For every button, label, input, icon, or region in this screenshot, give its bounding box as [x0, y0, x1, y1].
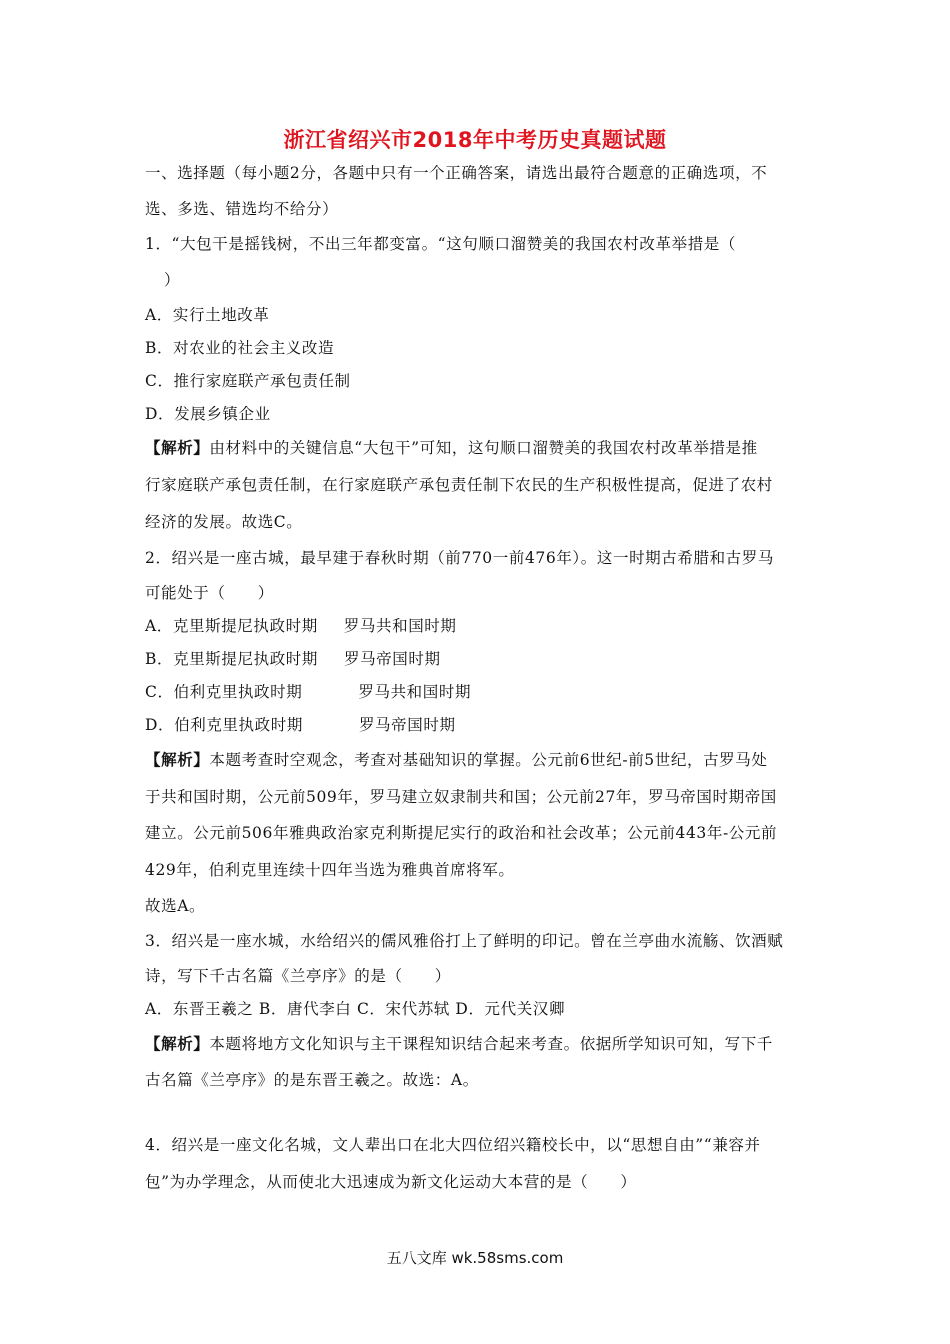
q2-option-b-left: B．克里斯提尼执政时期 [145, 650, 318, 668]
q4-stem-line1: 4．绍兴是一座文化名城，文人辈出口在北大四位绍兴籍校长中，以“思想自由”“兼容并 [145, 1136, 761, 1154]
q2-analysis-tag: 【解析】 [145, 751, 210, 769]
q2-option-a [145, 616, 457, 636]
q3-stem-line2: 诗，写下千古名篇《兰亭序》的是（ ） [145, 967, 451, 985]
q2-analysis-line5: 故选A。 [145, 897, 206, 915]
q1-option-d: D．发展乡镇企业 [145, 405, 271, 423]
q2-option-b [145, 649, 441, 669]
q1-analysis-line1 [145, 438, 758, 458]
q2-stem-line2: 可能处于（ ） [145, 584, 274, 602]
q1-stem-line1: 1．“大包干是摇钱树，不出三年都变富。“这句顺口溜赞美的我国农村改革举措是（ [145, 235, 737, 253]
q2-analysis-text1: 本题考查时空观念，考查对基础知识的掌握。公元前6世纪-前5世纪，古罗马处 [209, 751, 768, 769]
q1-analysis-line3: 经济的发展。故选C。 [145, 513, 303, 531]
q2-analysis-line3: 建立。公元前506年雅典政治家克利斯提尼实行的政治和社会改革；公元前443年-公元前 [145, 824, 778, 842]
q2-option-c-right: 罗马共和国时期 [358, 683, 472, 701]
q2-analysis-line4: 429年，伯利克里连续十四年当选为雅典首席将军。 [145, 861, 515, 879]
q2-option-b-right: 罗马帝国时期 [344, 650, 441, 668]
q1-option-a: A．实行土地改革 [145, 306, 270, 324]
q1-option-b: B．对农业的社会主义改造 [145, 339, 335, 357]
q2-option-d-right: 罗马帝国时期 [358, 716, 456, 734]
q4-stem-line2: 包”为办学理念，从而使北大迅速成为新文化运动大本营的是（ ） [145, 1173, 637, 1191]
q3-stem-line1: 3．绍兴是一座水城，水给绍兴的儒风雅俗打上了鲜明的印记。曾在兰亭曲水流觞、饮酒赋 [145, 932, 784, 950]
q1-stem-line2: ） [164, 271, 181, 289]
q1-analysis-text1: 由材料中的关键信息“大包干”可知，这句顺口溜赞美的我国农村改革举措是推 [209, 439, 758, 457]
q2-option-d-left: D．伯利克里执政时期 [145, 716, 303, 734]
page-title: 浙江省绍兴市2018年中考历史真题试题 [283, 128, 667, 152]
q3-options: A．东晋王羲之 B．唐代李白 C．宋代苏轼 D．元代关汉卿 [145, 1000, 566, 1018]
q2-analysis-line2: 于共和国时期，公元前509年，罗马建立奴隶制共和国；公元前27年，罗马帝国时期帝国 [145, 788, 777, 806]
q2-analysis-line1 [145, 750, 767, 770]
footer-watermark: 五八文库 wk.58sms.com [386, 1249, 564, 1267]
q2-stem-line1: 2．绍兴是一座古城，最早建于春秋时期（前770一前476年）。这一时期古希腊和古罗马 [145, 549, 774, 567]
q2-option-a-right: 罗马共和国时期 [343, 617, 457, 635]
q2-option-c-left: C．伯利克里执政时期 [145, 683, 303, 701]
section-instruction-line1: 一、选择题（每小题2分，各题中只有一个正确答案，请选出最符合题意的正确选项，不 [145, 164, 768, 182]
q1-analysis-line2: 行家庭联产承包责任制，在行家庭联产承包责任制下农民的生产积极性提高，促进了农村 [145, 476, 773, 494]
q3-analysis-tag: 【解析】 [145, 1035, 210, 1053]
section-instruction-line2: 选、多选、错选均不给分） [145, 200, 339, 218]
q1-option-c: C．推行家庭联产承包责任制 [145, 372, 351, 390]
q3-analysis-text1: 本题将地方文化知识与主干课程知识结合起来考查。依据所学知识可知，写下千 [209, 1035, 773, 1053]
q2-option-c [145, 682, 471, 702]
q2-option-a-left: A．克里斯提尼执政时期 [145, 617, 318, 635]
q1-analysis-tag: 【解析】 [145, 439, 210, 457]
q3-analysis-line1 [145, 1034, 773, 1054]
q2-option-d [145, 715, 456, 735]
q3-analysis-line2: 古名篇《兰亭序》的是东晋王羲之。故选：A。 [145, 1071, 479, 1089]
